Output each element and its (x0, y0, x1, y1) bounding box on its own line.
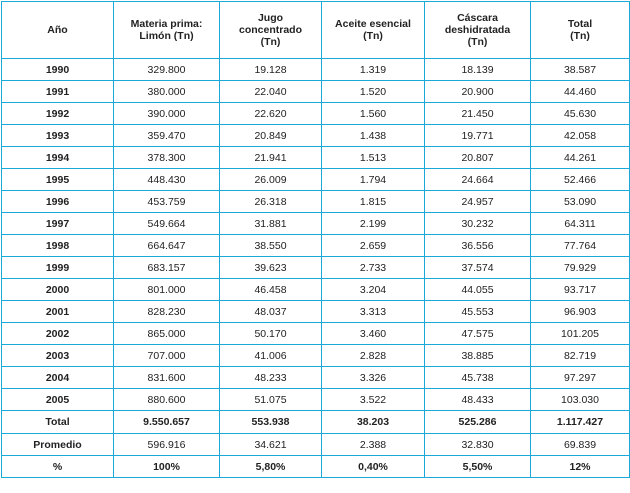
cell-year: 1999 (2, 257, 114, 279)
cell-concentrated-juice: 19.128 (220, 59, 322, 81)
cell-concentrated-juice: 20.849 (220, 125, 322, 147)
cell-essential-oil: 1.794 (322, 169, 425, 191)
table-row (2, 301, 630, 323)
cell-year: 1995 (2, 169, 114, 191)
cell-year: 1993 (2, 125, 114, 147)
cell-essential-oil: 1.560 (322, 103, 425, 125)
cell-dehydrated-peel: 19.771 (425, 125, 531, 147)
table-row (2, 59, 630, 81)
cell-essential-oil: 1.319 (322, 59, 425, 81)
average-total: 69.839 (531, 434, 630, 456)
table-row (2, 191, 630, 213)
cell-essential-oil: 2.733 (322, 257, 425, 279)
cell-total: 44.460 (531, 81, 630, 103)
table-body (2, 59, 630, 478)
average-row (2, 434, 630, 456)
cell-total: 42.058 (531, 125, 630, 147)
cell-raw-material: 380.000 (114, 81, 220, 103)
cell-raw-material: 453.759 (114, 191, 220, 213)
total-total: 1.117.427 (531, 411, 630, 434)
cell-concentrated-juice: 39.623 (220, 257, 322, 279)
table-row (2, 279, 630, 301)
average-label: Promedio (2, 434, 114, 456)
cell-raw-material: 683.157 (114, 257, 220, 279)
cell-essential-oil: 3.204 (322, 279, 425, 301)
cell-essential-oil: 1.513 (322, 147, 425, 169)
cell-concentrated-juice: 41.006 (220, 345, 322, 367)
table-row (2, 323, 630, 345)
cell-year: 1990 (2, 59, 114, 81)
cell-essential-oil: 1.815 (322, 191, 425, 213)
percent-raw-material: 100% (114, 456, 220, 478)
cell-year: 2004 (2, 367, 114, 389)
table-row (2, 235, 630, 257)
cell-year: 2001 (2, 301, 114, 323)
table-row (2, 169, 630, 191)
cell-concentrated-juice: 48.037 (220, 301, 322, 323)
table-row (2, 81, 630, 103)
average-raw-material: 596.916 (114, 434, 220, 456)
cell-raw-material: 801.000 (114, 279, 220, 301)
average-concentrated-juice: 34.621 (220, 434, 322, 456)
percent-row (2, 456, 630, 478)
percent-dehydrated-peel: 5,50% (425, 456, 531, 478)
production-table-container (1, 1, 629, 478)
cell-total: 52.466 (531, 169, 630, 191)
table-row (2, 367, 630, 389)
cell-concentrated-juice: 26.009 (220, 169, 322, 191)
header-raw-material: Materia prima: Limón (Tn) (114, 2, 220, 59)
table-row (2, 147, 630, 169)
cell-total: 38.587 (531, 59, 630, 81)
total-row (2, 411, 630, 434)
cell-raw-material: 329.800 (114, 59, 220, 81)
cell-total: 103.030 (531, 389, 630, 411)
percent-essential-oil: 0,40% (322, 456, 425, 478)
cell-concentrated-juice: 21.941 (220, 147, 322, 169)
cell-total: 45.630 (531, 103, 630, 125)
cell-total: 97.297 (531, 367, 630, 389)
cell-dehydrated-peel: 44.055 (425, 279, 531, 301)
cell-total: 53.090 (531, 191, 630, 213)
header-dehydrated-peel: Cáscara deshidratada (Tn) (425, 2, 531, 59)
cell-essential-oil: 2.199 (322, 213, 425, 235)
cell-concentrated-juice: 31.881 (220, 213, 322, 235)
cell-concentrated-juice: 38.550 (220, 235, 322, 257)
cell-dehydrated-peel: 20.807 (425, 147, 531, 169)
cell-total: 77.764 (531, 235, 630, 257)
cell-year: 1991 (2, 81, 114, 103)
table-row (2, 257, 630, 279)
percent-total: 12% (531, 456, 630, 478)
cell-essential-oil: 2.659 (322, 235, 425, 257)
cell-raw-material: 664.647 (114, 235, 220, 257)
cell-essential-oil: 3.460 (322, 323, 425, 345)
percent-concentrated-juice: 5,80% (220, 456, 322, 478)
cell-dehydrated-peel: 36.556 (425, 235, 531, 257)
total-label: Total (2, 411, 114, 434)
cell-dehydrated-peel: 47.575 (425, 323, 531, 345)
cell-total: 64.311 (531, 213, 630, 235)
cell-dehydrated-peel: 24.664 (425, 169, 531, 191)
average-dehydrated-peel: 32.830 (425, 434, 531, 456)
total-dehydrated-peel: 525.286 (425, 411, 531, 434)
cell-essential-oil: 3.326 (322, 367, 425, 389)
cell-dehydrated-peel: 45.553 (425, 301, 531, 323)
table-row (2, 389, 630, 411)
cell-raw-material: 549.664 (114, 213, 220, 235)
cell-dehydrated-peel: 48.433 (425, 389, 531, 411)
cell-year: 1994 (2, 147, 114, 169)
cell-raw-material: 390.000 (114, 103, 220, 125)
cell-raw-material: 378.300 (114, 147, 220, 169)
lemon-production-table (1, 1, 630, 478)
cell-dehydrated-peel: 24.957 (425, 191, 531, 213)
header-concentrated-juice: Jugo concentrado (Tn) (220, 2, 322, 59)
cell-dehydrated-peel: 38.885 (425, 345, 531, 367)
header-row (2, 2, 630, 59)
cell-year: 1996 (2, 191, 114, 213)
header-essential-oil: Aceite esencial (Tn) (322, 2, 425, 59)
header-total: Total (Tn) (531, 2, 630, 59)
cell-year: 2003 (2, 345, 114, 367)
cell-raw-material: 448.430 (114, 169, 220, 191)
table-row (2, 213, 630, 235)
cell-year: 1992 (2, 103, 114, 125)
cell-dehydrated-peel: 30.232 (425, 213, 531, 235)
cell-essential-oil: 1.520 (322, 81, 425, 103)
cell-concentrated-juice: 51.075 (220, 389, 322, 411)
table-row (2, 103, 630, 125)
cell-raw-material: 865.000 (114, 323, 220, 345)
cell-year: 2002 (2, 323, 114, 345)
cell-essential-oil: 1.438 (322, 125, 425, 147)
percent-label: % (2, 456, 114, 478)
average-essential-oil: 2.388 (322, 434, 425, 456)
cell-essential-oil: 3.522 (322, 389, 425, 411)
cell-concentrated-juice: 22.040 (220, 81, 322, 103)
cell-dehydrated-peel: 37.574 (425, 257, 531, 279)
cell-total: 82.719 (531, 345, 630, 367)
cell-dehydrated-peel: 20.900 (425, 81, 531, 103)
cell-concentrated-juice: 48.233 (220, 367, 322, 389)
cell-raw-material: 828.230 (114, 301, 220, 323)
total-raw-material: 9.550.657 (114, 411, 220, 434)
cell-year: 2005 (2, 389, 114, 411)
cell-total: 79.929 (531, 257, 630, 279)
cell-concentrated-juice: 46.458 (220, 279, 322, 301)
total-essential-oil: 38.203 (322, 411, 425, 434)
cell-dehydrated-peel: 21.450 (425, 103, 531, 125)
cell-essential-oil: 2.828 (322, 345, 425, 367)
cell-raw-material: 359.470 (114, 125, 220, 147)
cell-dehydrated-peel: 45.738 (425, 367, 531, 389)
cell-raw-material: 880.600 (114, 389, 220, 411)
cell-concentrated-juice: 50.170 (220, 323, 322, 345)
cell-year: 1998 (2, 235, 114, 257)
cell-total: 93.717 (531, 279, 630, 301)
cell-year: 2000 (2, 279, 114, 301)
table-row (2, 125, 630, 147)
cell-essential-oil: 3.313 (322, 301, 425, 323)
cell-total: 44.261 (531, 147, 630, 169)
cell-total: 101.205 (531, 323, 630, 345)
cell-raw-material: 707.000 (114, 345, 220, 367)
header-year: Año (2, 2, 114, 59)
cell-concentrated-juice: 22.620 (220, 103, 322, 125)
cell-raw-material: 831.600 (114, 367, 220, 389)
total-concentrated-juice: 553.938 (220, 411, 322, 434)
cell-year: 1997 (2, 213, 114, 235)
cell-total: 96.903 (531, 301, 630, 323)
cell-dehydrated-peel: 18.139 (425, 59, 531, 81)
cell-concentrated-juice: 26.318 (220, 191, 322, 213)
table-row (2, 345, 630, 367)
